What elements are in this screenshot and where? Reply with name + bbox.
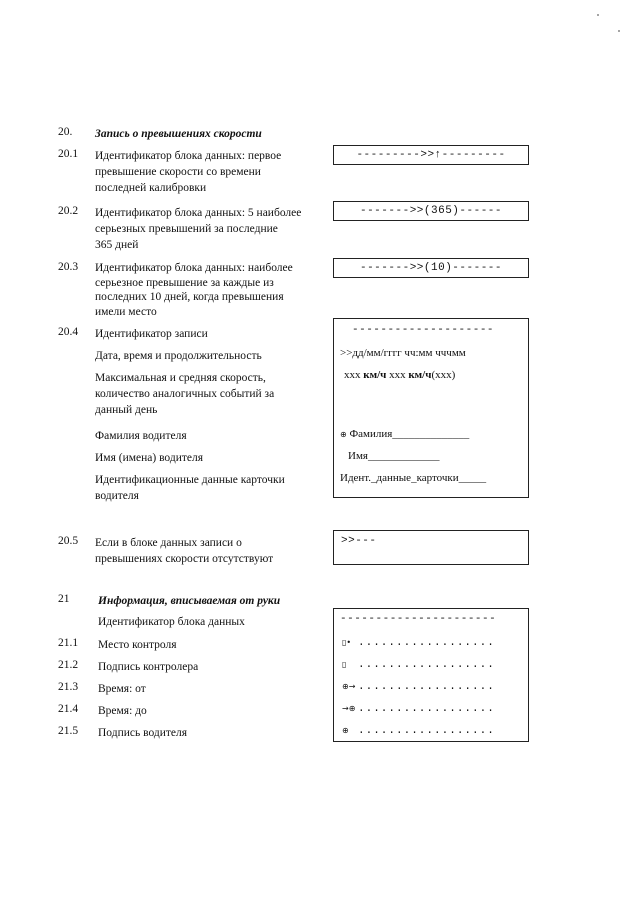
section-21-number: 21 — [58, 593, 70, 605]
box-21-dash-line: ---------------------- — [340, 613, 497, 625]
section-20-title: Запись о превышениях скорости — [95, 128, 262, 140]
item-20-3-number: 20.3 — [58, 261, 79, 273]
item-20-1-number: 20.1 — [58, 148, 79, 160]
box-20-4-speed: xxx км/ч xxx км/ч(xxx) — [344, 369, 456, 381]
section-20-number: 20. — [58, 126, 73, 138]
item-21-5-number: 21.5 — [58, 725, 79, 737]
box-20-4-datetime: >>дд/мм/гггг чч:мм чччмм — [340, 347, 466, 359]
controller-icon: ▯ — [342, 660, 347, 669]
item-20-4-label-name: Имя (имена) водителя — [95, 452, 204, 464]
box-20-4-surname: ⊕ Фамилия______________ — [340, 428, 470, 440]
item-21-1-label: Место контроля — [98, 639, 177, 651]
box-21-row-driver-signature: ⊕ .................. — [342, 725, 495, 737]
item-21-2-label: Подпись контролера — [98, 661, 199, 673]
driver-icon: ⊕ — [340, 430, 347, 439]
printout-box-20-2: ------->>(365)------ — [333, 201, 529, 221]
driver-icon: ⊕ — [342, 726, 349, 735]
item-20-4-label-speed: Максимальная и средняя скорость, количество аналогичных событий за данный день — [95, 372, 275, 416]
item-20-4-number: 20.4 — [58, 326, 79, 338]
printout-box-20-3: ------->>(10)------- — [333, 258, 529, 278]
item-21-3-label: Время: от — [98, 683, 146, 695]
item-20-4-label-record-id: Идентификатор записи — [95, 328, 208, 340]
item-20-1-description: Идентификатор блока данных: первое превышение скорости со времени последней калибровки — [95, 150, 282, 194]
box-20-4-card: Идент._данные_карточки_____ — [340, 472, 487, 484]
box-20-4-name: Имя_____________ — [348, 450, 440, 462]
printout-box-20-5: >>--- — [333, 530, 529, 565]
place-icon: ▯• — [342, 638, 352, 647]
item-21-5-label: Подпись водителя — [98, 727, 188, 739]
item-20-5-description: Если в блоке данных записи о превышениях скорости отсутствуют — [95, 537, 274, 565]
item-21-4-label: Время: до — [98, 705, 147, 717]
printout-box-21 — [333, 608, 529, 742]
item-20-4-label-datetime: Дата, время и продолжительность — [95, 350, 262, 362]
time-to-icon: →⊕ — [342, 704, 356, 713]
item-21-2-number: 21.2 — [58, 659, 79, 671]
item-20-5-number: 20.5 — [58, 535, 79, 547]
scan-speck — [597, 14, 599, 16]
printout-box-20-1: --------->>↑--------- — [333, 145, 529, 165]
item-21-1-number: 21.1 — [58, 637, 79, 649]
box-21-row-time-from: ⊕→ .................. — [342, 681, 495, 693]
item-20-3-description: Идентификатор блока данных: наиболее серьезное превышение за каждые из последних 10 дней, когда превышения имели место — [95, 262, 293, 318]
time-from-icon: ⊕→ — [342, 682, 356, 691]
box-20-4-dash-line: -------------------- — [352, 324, 495, 336]
section-21-subtitle: Идентификатор блока данных — [98, 616, 245, 628]
item-20-4-label-card: Идентификационные данные карточки водителя — [95, 474, 285, 502]
printout-box-20-4 — [333, 318, 529, 498]
item-20-4-label-surname: Фамилия водителя — [95, 430, 187, 442]
box-21-row-time-to: →⊕ .................. — [342, 703, 495, 715]
item-20-2-number: 20.2 — [58, 205, 79, 217]
section-21-title: Информация, вписываемая от руки — [98, 595, 281, 607]
item-21-4-number: 21.4 — [58, 703, 79, 715]
item-21-3-number: 21.3 — [58, 681, 79, 693]
box-21-row-place: ▯• .................. — [342, 637, 495, 649]
scan-speck — [618, 30, 620, 32]
box-21-row-controller-signature: ▯ .................. — [342, 659, 495, 671]
item-20-2-description: Идентификатор блока данных: 5 наиболее серьезных превышений за последние 365 дней — [95, 207, 302, 251]
